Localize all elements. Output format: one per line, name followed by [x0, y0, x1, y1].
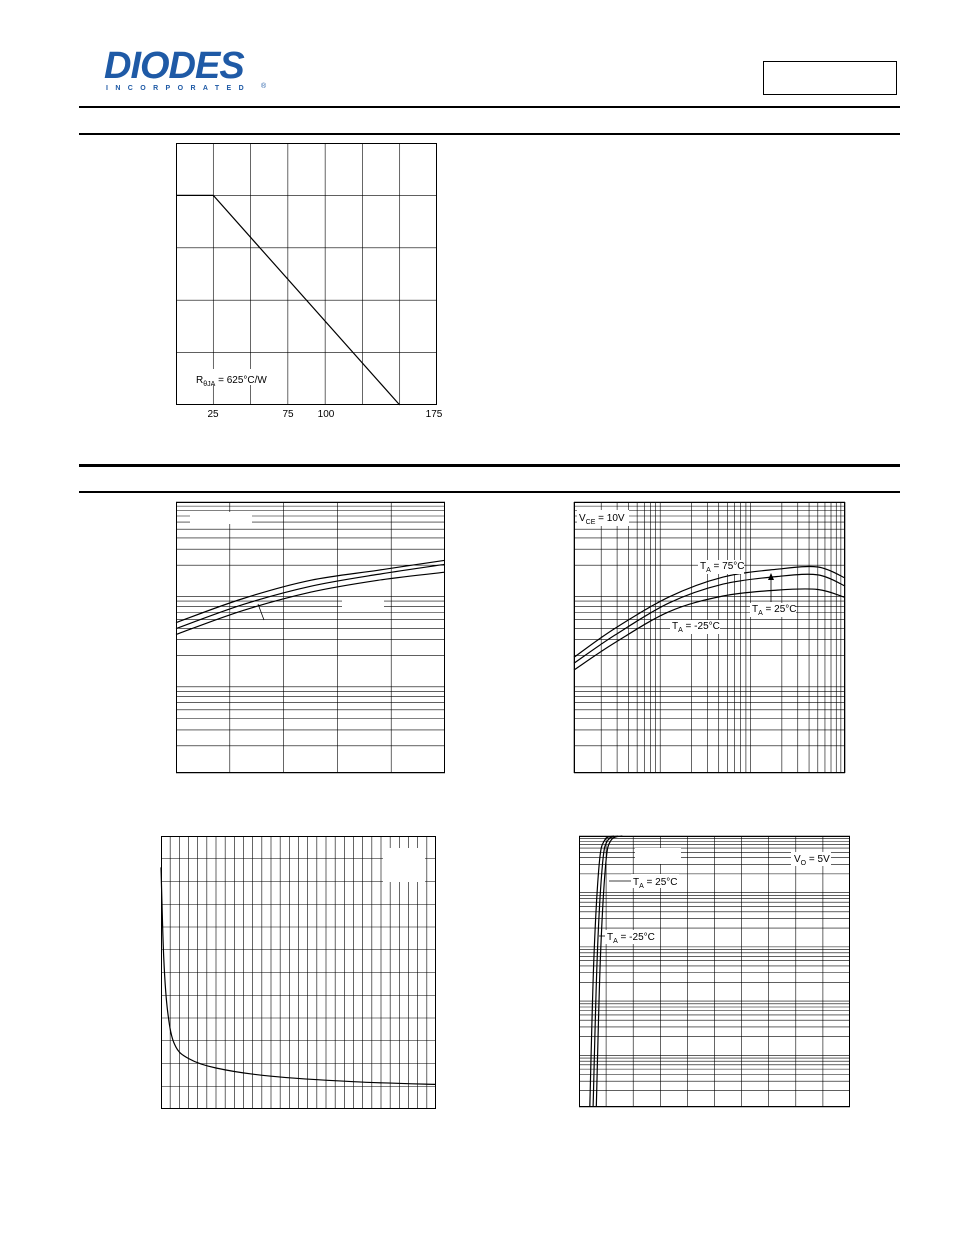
section-rule-top	[79, 133, 900, 135]
dc-gain-frame	[575, 503, 845, 773]
ta-25-label: $T_A = 25^\circ C$	[752, 604, 797, 617]
dc-gain-series-0	[574, 567, 845, 658]
registered-mark: ®	[261, 83, 267, 90]
vo-annotation: $V_O = 5V$	[794, 854, 830, 867]
input-output-chart	[579, 836, 851, 1108]
io-ta-25-label: $T_A = 25^\circ C$	[633, 877, 678, 890]
dc-gain-chart	[574, 502, 846, 774]
input-output-grid	[579, 836, 850, 1107]
derating-tick-label: 100	[317, 409, 335, 420]
vce-annotation: $V_{CE} = 10V$	[579, 513, 625, 526]
top-left-log-chart	[176, 502, 446, 774]
derating-rth-annotation: $R_{\theta JA} = 625^\circ C/W$	[196, 375, 267, 388]
decay-chart	[161, 836, 437, 1110]
dc-gain-curves	[574, 567, 845, 670]
top-left-frame	[177, 503, 445, 773]
section-rule-mid	[79, 464, 900, 467]
derating-frame	[177, 144, 437, 405]
top-left-grid	[176, 502, 445, 773]
part-number-box	[763, 61, 897, 95]
derating-chart	[176, 143, 443, 433]
ta-75-label: $T_A = 75^\circ C$	[700, 561, 745, 574]
diodes-logo	[104, 45, 268, 98]
top-left-series-2	[176, 572, 445, 634]
logo-subtext: INCORPORATED	[106, 85, 252, 92]
ta-minus25-label: $T_A = -25^\circ C$	[672, 621, 720, 634]
io-ta-minus25-label: $T_A = -25^\circ C$	[607, 932, 655, 945]
logo-wordmark: DIODES	[104, 45, 244, 87]
dc-gain-series-1	[574, 574, 845, 663]
dc-gain-grid	[574, 502, 845, 773]
derating-grid	[176, 143, 437, 405]
section-rule-mid-2	[79, 491, 900, 493]
derating-tick-label: 175	[425, 409, 443, 420]
derating-tick-label: 75	[282, 409, 294, 420]
header-rule	[79, 106, 900, 108]
derating-tick-label: 25	[207, 409, 219, 420]
input-output-series-2	[596, 836, 622, 1107]
top-left-curves	[176, 560, 445, 634]
